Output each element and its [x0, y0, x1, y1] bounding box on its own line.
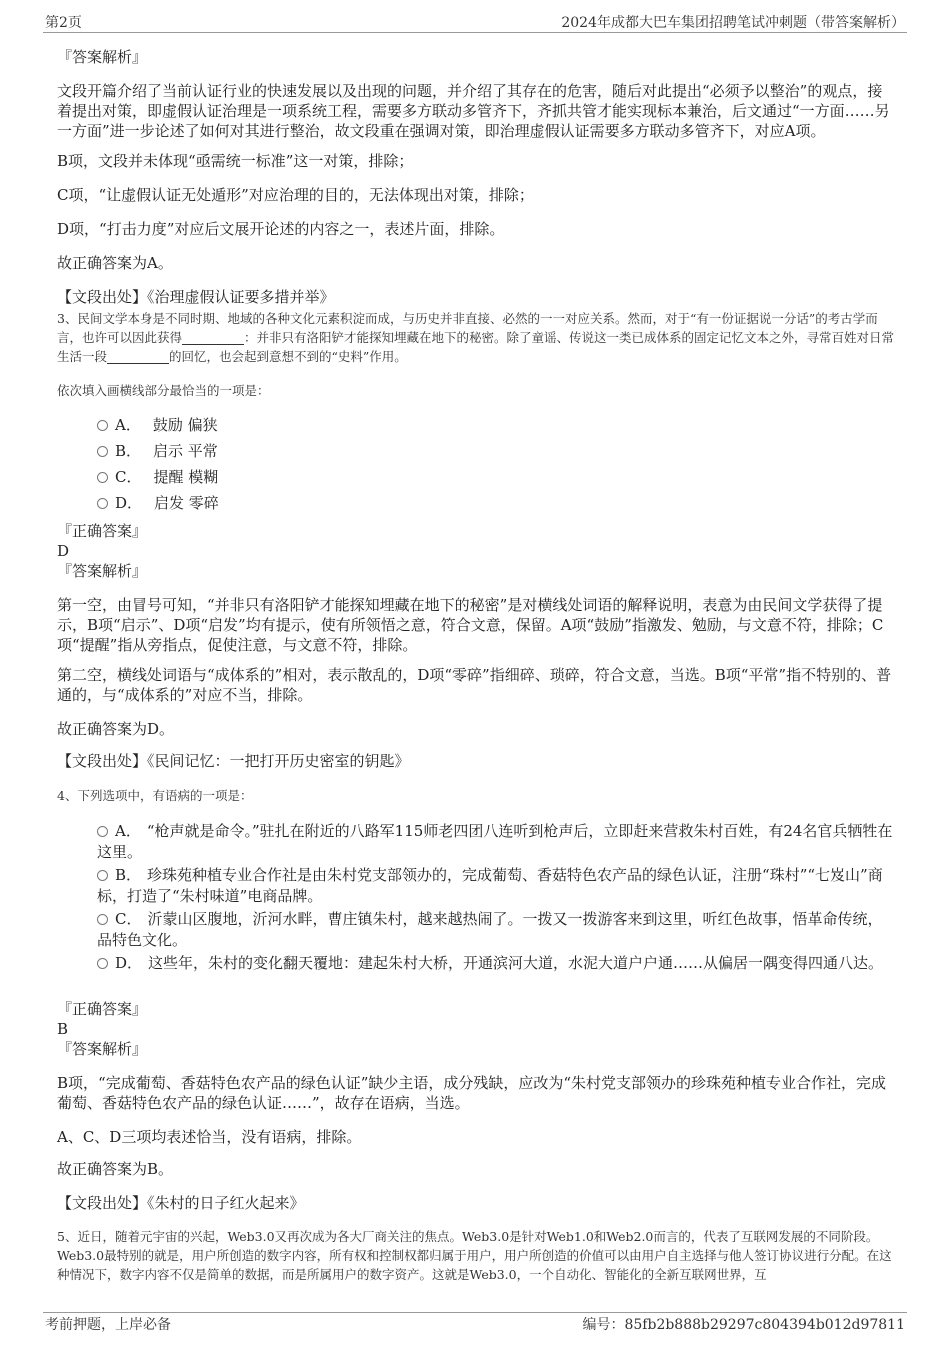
- q2-analysis-p5: 故正确答案为A。: [57, 254, 173, 272]
- q4-analysis-p3: 故正确答案为B。: [57, 1160, 174, 1178]
- q2-source: 【文段出处】《治理虚假认证要多措并举》: [57, 288, 335, 306]
- q3-stem: 3、民间文学本身是不同时期、地域的各种文化元素积淀而成，与历史并非直接、必然的一一对应关系。然而，对于“有一份证据说一分话”的考古学而言，也许可以因此获得 ：并非只有洛阳铲才能探知埋藏在地下的秘密。除了童谣、传说这一类已成体系的固定记忆文本之外，寻常百姓对日常生活一段 的回忆，也会起到意想不到的“史料”作用。: [57, 311, 895, 364]
- q5-stem: 5、近日，随着元宇宙的兴起，Web3.0又再次成为各大厂商关注的焦点。Web3.0是针对Web1.0和Web2.0而言的，代表了互联网发展的不同阶段。Web3.0最特别的就是，用户所创造的数字内容，所有权和控制权都归属于用户，用户所创造的价值可以由用户自主选择与他人签订协议进行分配。在这种情况下，数字内容不仅是简单的数据，而是所属用户的数字资产。这就是Web3.0，一个自动化、智能化的全新互联网世界，互: [57, 1229, 892, 1282]
- q3-correct-label: 『正确答案』: [57, 522, 148, 540]
- q4-option-a[interactable]: A． “枪声就是命令。”驻扎在附近的八路军115师老四团八连听到枪声后，立即赶来营救朱村百姓，有24名官兵牺牲在这里。: [97, 822, 893, 861]
- q2-analysis-p1: 文段开篇介绍了当前认证行业的快速发展以及出现的问题，并介绍了其存在的危害，随后对此提出“必须予以整治”的观点，接着提出对策，即虚假认证治理是一项系统工程，需要多方联动多管齐下，齐抓共管才能实现标本兼治，后文通过“一方面……另一方面”进一步论述了如何对其进行整治，故文段重在强调对策，即治理虚假认证需要多方联动多管齐下，对应A项。: [57, 82, 890, 140]
- document-title: 2024年成都大巴车集团招聘笔试冲刺题（带答案解析）: [561, 15, 905, 31]
- footer-divider: [43, 1312, 907, 1313]
- q3-analysis-p2: 第二空，横线处词语与“成体系的”相对，表示散乱的，D项“零碎”指细碎、琐碎，符合文意，当选。B项“平常”指不特别的、普通的，与“成体系的”对应不当，排除。: [57, 666, 892, 704]
- q4-analysis-p1: B项，“完成葡萄、香菇特色农产品的绿色认证”缺少主语，成分残缺，应改为“朱村党支部领办的珍珠苑种植专业合作社，完成葡萄、香菇特色农产品的绿色认证……”，故存在语病，当选。: [57, 1074, 887, 1112]
- q4-option-d[interactable]: D． 这些年，朱村的变化翻天覆地：建起朱村大桥，开通滨河大道，水泥大道户户通……从偏居一隅变得四通八达。: [97, 953, 897, 974]
- page-number: 第2页: [45, 15, 82, 31]
- q3-analysis-label: 『答案解析』: [57, 562, 148, 580]
- radio-icon[interactable]: [97, 420, 108, 431]
- q3-option-b[interactable]: B． 启示 平常: [97, 441, 218, 462]
- q3-option-d[interactable]: D． 启发 零碎: [97, 493, 219, 514]
- radio-icon[interactable]: [97, 498, 108, 509]
- q3-prompt: 依次填入画横线部分最恰当的一项是：: [57, 383, 270, 398]
- header-divider: [43, 32, 907, 33]
- q3-option-c[interactable]: C． 提醒 模糊: [97, 467, 218, 488]
- document-code: 编号：85fb2b888b29297c804394b012d97811: [582, 1317, 905, 1333]
- q3-analysis-p1: 第一空，由冒号可知，“并非只有洛阳铲才能探知埋藏在地下的秘密”是对横线处词语的解释说明，表意为由民间文学获得了提示，B项“启示”、D项“启发”均有提示，使有所领悟之意，符合文意，保留。A项“鼓励”指激发、勉励，与文意不符，排除；C项“提醒”指从旁指点，促使注意，与文意不符，排除。: [57, 596, 884, 654]
- q2-analysis-p2: B项，文段并未体现“亟需统一标准”这一对策，排除；: [57, 152, 414, 170]
- q3-correct-answer: D: [57, 542, 70, 560]
- q4-analysis-p2: A、C、D三项均表述恰当，没有语病，排除。: [57, 1128, 362, 1146]
- radio-icon[interactable]: [97, 446, 108, 457]
- radio-icon[interactable]: [97, 870, 108, 881]
- q2-analysis-p3: C项，“让虚假认证无处遁形”对应治理的目的，无法体现出对策，排除；: [57, 186, 534, 204]
- radio-icon[interactable]: [97, 914, 108, 925]
- q3-analysis-p3: 故正确答案为D。: [57, 720, 175, 738]
- radio-icon[interactable]: [97, 472, 108, 483]
- q2-analysis-label: 『答案解析』: [57, 48, 148, 66]
- q4-analysis-label: 『答案解析』: [57, 1040, 148, 1058]
- q3-source: 【文段出处】《民间记忆：一把打开历史密室的钥匙》: [57, 752, 410, 770]
- q4-stem: 4、下列选项中，有语病的一项是：: [57, 788, 253, 803]
- q2-analysis-p4: D项，“打击力度”对应后文展开论述的内容之一，表述片面，排除。: [57, 220, 505, 238]
- q4-source: 【文段出处】《朱村的日子红火起来》: [57, 1194, 305, 1212]
- q4-option-b[interactable]: B． 珍珠苑种植专业合作社是由朱村党支部领办的，完成葡萄、香菇特色农产品的绿色认证，注册“珠村”“七岌山”商标，打造了“朱村味道”电商品牌。: [97, 866, 883, 905]
- q4-option-c[interactable]: C． 沂蒙山区腹地，沂河水畔，曹庄镇朱村，越来越热闹了。一拨又一拨游客来到这里，听红色故事，悟革命传统，品特色文化。: [97, 910, 883, 949]
- radio-icon[interactable]: [97, 958, 108, 969]
- q4-correct-label: 『正确答案』: [57, 1000, 148, 1018]
- radio-icon[interactable]: [97, 826, 108, 837]
- q4-correct-answer: B: [57, 1020, 69, 1038]
- q3-option-a[interactable]: A． 鼓励 偏狭: [97, 415, 218, 436]
- footer-slogan: 考前押题，上岸必备: [45, 1317, 171, 1333]
